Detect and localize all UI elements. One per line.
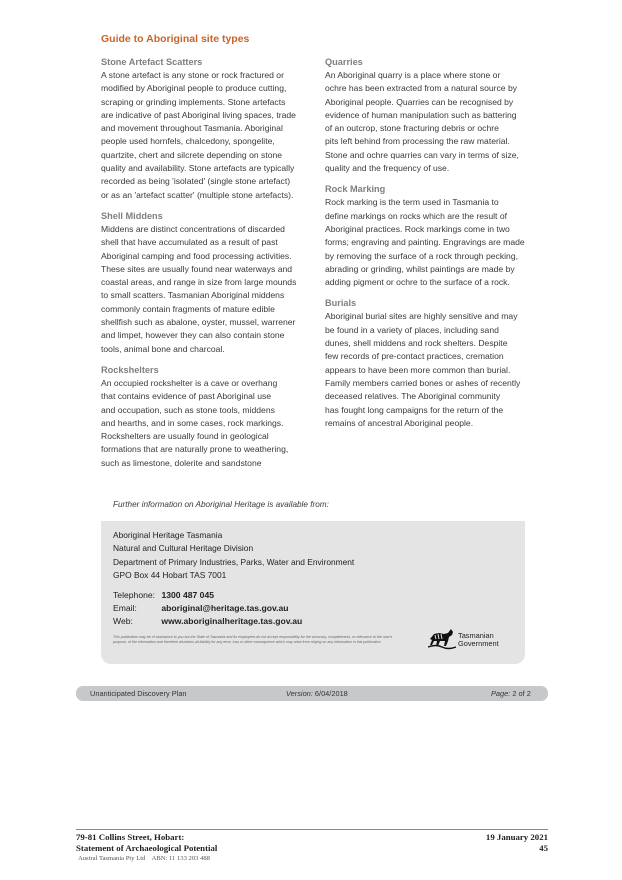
text-line: These sites are usually found near waterways and — [101, 263, 293, 274]
text-line: to small scatters. Tasmanian Aboriginal middens — [101, 290, 285, 301]
text-line: quality and the frequency of use. — [325, 163, 450, 174]
footer-date: 19 January 2021 — [485, 832, 548, 842]
text-line: are indicative of past Aboriginal living spaces, trade — [101, 109, 296, 120]
contact-email — [113, 603, 289, 613]
text-line: deceased relatives. The Aboriginal community — [325, 391, 501, 402]
text-line: and limpet, however they can also contain stone — [101, 330, 285, 341]
version-label: Version: — [286, 689, 313, 698]
text-line: formations that are naturally prone to weathering, — [101, 444, 289, 455]
text-line: shell that have accumulated as a result of past — [101, 237, 278, 248]
text-line: has fought long campaigns for the return of the — [325, 404, 504, 415]
text-line: remains of ancestral Aboriginal people. — [325, 417, 474, 428]
section-body — [325, 310, 527, 430]
contact-department: Department of Primary Industries, Parks, Water and Environment — [113, 556, 355, 567]
text-line: ochre has been extracted from a natural source by — [325, 83, 518, 94]
section-rockshelters — [101, 364, 303, 470]
section-burials — [325, 297, 527, 430]
left-column — [101, 56, 303, 478]
contact-telephone — [113, 590, 214, 600]
web-link[interactable]: www.aboriginalheritage.tas.gov.au — [161, 616, 303, 626]
section-heading: Shell Middens — [101, 210, 163, 221]
page-number: 45 — [539, 843, 548, 853]
section-body — [325, 196, 527, 289]
text-line: coastal areas, and range in size from large mounds — [101, 277, 297, 288]
contact-postal: GPO Box 44 Hobart TAS 7001 — [113, 570, 227, 581]
page-value: 2 of 2 — [512, 689, 531, 698]
section-body — [101, 223, 303, 356]
guide-title: Guide to Aboriginal site types — [101, 33, 250, 45]
telephone-value[interactable]: 1300 487 045 — [161, 590, 215, 600]
section-heading: Rock Marking — [325, 184, 386, 195]
text-line: appears to have been more common than burial. — [325, 364, 511, 375]
text-line: quality and availability. Stone artefacts are typically — [101, 163, 295, 174]
plan-page — [491, 689, 531, 698]
contact-division: Natural and Cultural Heritage Division — [113, 543, 254, 554]
text-line: An Aboriginal quarry is a place where stone or — [325, 70, 501, 80]
telephone-label: Telephone: — [113, 590, 156, 600]
text-line: commonly contain fragments of mature edible — [101, 303, 275, 314]
text-line: by removing the surface of a rock through pecking, — [325, 250, 518, 261]
text-line: shellfish such as abalone, oyster, mussel, warrener — [101, 317, 296, 328]
section-heading: Burials — [325, 298, 357, 309]
section-shell-middens — [101, 210, 303, 356]
text-line: Aboriginal practices. Rock markings come in two — [325, 223, 510, 234]
footer-divider — [76, 829, 548, 830]
text-line: Stone and ochre quarries can vary in terms of size, — [325, 149, 519, 160]
text-line: Middens are distinct concentrations of discarded — [101, 223, 285, 234]
text-line: people used hornfels, chalcedony, spongelite, — [101, 136, 275, 147]
section-rock-marking — [325, 183, 527, 289]
disclaimer-text: This publication may be of assistance to you but the State of Tasmania and its employees do not accept responsibility for the accuracy, completeness, or relevance to the user's purpose, of the information and therefore disclaims all liability for any error, loss or other consequence which may arise from relying on any information in this publication. — [113, 635, 393, 644]
company-info: Austral Tasmania Pty Ltd ABN: 11 133 203 488 — [78, 855, 210, 862]
web-label: Web: — [113, 616, 133, 626]
plan-footer-bar — [76, 686, 548, 701]
email-label: Email: — [113, 603, 137, 613]
section-body — [101, 377, 303, 470]
email-link[interactable]: aboriginal@heritage.tas.gov.au — [161, 603, 289, 613]
text-line: such as limestone, dolerite and sandstone — [101, 457, 262, 468]
text-line: that contains evidence of past Aboriginal use — [101, 391, 272, 402]
section-heading: Quarries — [325, 57, 363, 67]
text-line: Rockshelters are usually found in geological — [101, 431, 269, 442]
address-line-2: Statement of Archaeological Potential — [76, 843, 218, 853]
text-line: dunes, shell middens and rock shelters. Despite — [325, 338, 508, 349]
section-heading: Rockshelters — [101, 364, 159, 375]
text-line: forms; engraving and painting. Engravings are made — [325, 237, 525, 248]
plan-version — [286, 689, 348, 698]
contact-address — [113, 529, 354, 583]
contact-org: Aboriginal Heritage Tasmania — [113, 530, 223, 540]
contact-box — [101, 521, 525, 664]
thylacine-icon — [428, 625, 456, 651]
section-body — [101, 69, 303, 202]
text-line: Rock marking is the term used in Tasmania to — [325, 197, 499, 208]
text-line: A stone artefact is any stone or rock fractured or — [101, 70, 284, 80]
page-label: Page: — [491, 689, 511, 698]
text-line: and hearths, and in some cases, rock markings. — [101, 417, 284, 428]
text-line: pits left behind from processing the raw material. — [325, 136, 510, 147]
right-column — [325, 56, 527, 438]
text-line: An occupied rockshelter is a cave or overhang — [101, 377, 278, 388]
text-line: quartzite, chert and silcrete depending on stone — [101, 149, 283, 160]
text-line: define markings on rocks which are the result of — [325, 210, 507, 221]
text-line: adding pigment or ochre to the surface of a rock. — [325, 277, 510, 288]
contact-web — [113, 616, 302, 626]
text-line: be found in a variety of places, including sand — [325, 324, 499, 335]
footer-address — [76, 832, 217, 854]
gov-logo-text — [458, 632, 499, 649]
section-quarries — [325, 56, 527, 175]
text-line: Aboriginal people. Quarries can be recognised by — [325, 96, 514, 107]
gov-line-2: Government — [458, 639, 499, 649]
version-value: 6/04/2018 — [314, 689, 348, 698]
text-line: or as an 'artefact scatter' (multiple stone artefacts). — [101, 189, 294, 200]
section-heading: Stone Artefact Scatters — [101, 57, 203, 67]
text-line: Family members carried bones or ashes of recently — [325, 377, 521, 388]
text-line: Aboriginal camping and food processing activities. — [101, 250, 292, 261]
footer-date-page — [486, 832, 548, 854]
text-line: abrading or grinding, whilst paintings are made by — [325, 263, 515, 274]
address-line-1: 79-81 Collins Street, Hobart: — [76, 832, 185, 842]
text-line: and occupation, such as stone tools, middens — [101, 404, 275, 415]
further-info-note: Further information on Aboriginal Heritage is available from: — [113, 500, 329, 509]
section-body — [325, 69, 527, 175]
text-line: tools, animal bone and charcoal. — [101, 343, 225, 354]
text-line: scraping or grinding implements. Stone artefacts — [101, 96, 286, 107]
text-line: Aboriginal burial sites are highly sensitive and may — [325, 311, 518, 322]
text-line: evidence of human manipulation such as battering — [325, 109, 517, 120]
text-line: and movement throughout Tasmania. Aboriginal — [101, 123, 283, 134]
plan-name: Unanticipated Discovery Plan — [90, 689, 187, 698]
section-stone-artefact-scatters — [101, 56, 303, 202]
gov-line-1: Tasmanian — [458, 631, 494, 640]
text-line: few records of pre-contact practices, cremation — [325, 351, 504, 362]
tasmanian-government-logo — [428, 625, 508, 655]
text-line: modified by Aboriginal people to produce cutting, — [101, 83, 287, 94]
text-line: recorded as being 'isolated' (single stone artefact) — [101, 176, 291, 187]
text-line: of an outcrop, stone fracturing debris or ochre — [325, 123, 499, 134]
